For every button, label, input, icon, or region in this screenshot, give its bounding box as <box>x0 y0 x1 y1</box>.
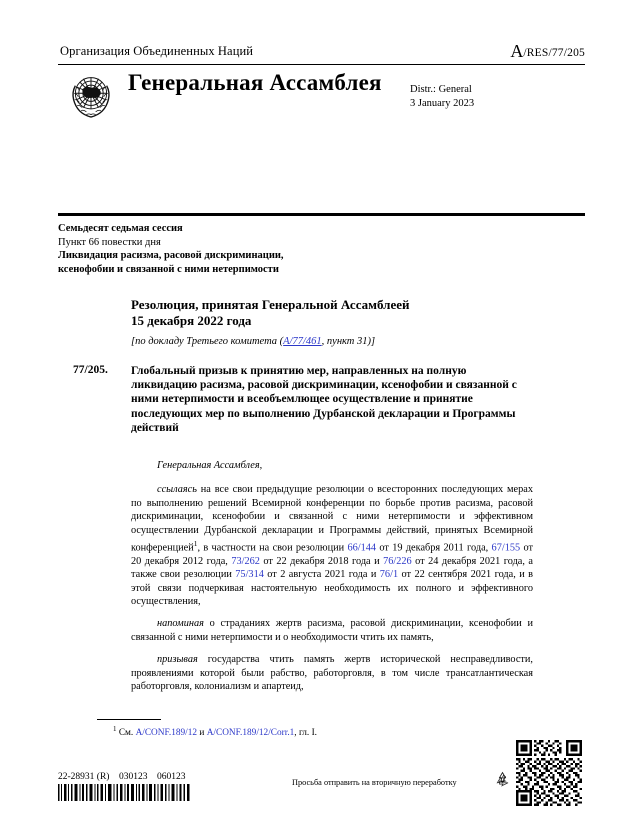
para3-text: государства чтить память жертв исторической несправедливости, проявлениями которой были рабство, работорговля, в том числе трансатлантическая работорговля, колониализм и апартеид, <box>131 654 533 693</box>
body-name-title: Генеральная Ассамблея <box>128 70 382 95</box>
section-divider <box>58 213 585 216</box>
resolution-title: Глобальный призыв к принятию мер, направленных на полную ликвидацию расизма, расовой дискриминации, ксенофобии и связанной с ними нетерпимости и всеобъемлющее осуществление и принятие последующих мер по выполнению Дурбанской декларации и Программы действий <box>131 365 517 434</box>
resolution-number: 77/205. <box>73 364 108 376</box>
report-reference <box>131 336 375 347</box>
preamble-paragraph-3 <box>131 653 533 693</box>
para2-text: о страданиях жертв расизма, расовой дискриминации, ксенофобии и связанной с ними нетерпимости и о необходимости чтить их память, <box>131 618 533 643</box>
footnote-divider <box>97 719 161 720</box>
preamble-paragraph-2 <box>131 617 533 644</box>
report-reference-suffix: , пункт 31)] <box>321 336 376 347</box>
footnote-suffix: , гл. I. <box>294 728 317 739</box>
organization-name: Организация Объединенных Наций <box>60 44 254 58</box>
agenda-title-line2: ксенофобии и связанной с ними нетерпимости <box>58 263 279 275</box>
resolution-link-76-1[interactable]: 76/1 <box>379 569 399 581</box>
footnote-middle: и <box>197 728 207 739</box>
resolution-heading-line1: Резолюция, принятая Генеральной Ассамблеей <box>131 297 410 312</box>
footnote-link-conf-189-12[interactable]: A/CONF.189/12 <box>135 728 198 739</box>
report-reference-link[interactable]: A/77/461 <box>283 336 322 347</box>
resolution-link-75-314[interactable]: 75/314 <box>235 569 264 581</box>
report-reference-prefix: [по докладу Третьего комитета ( <box>131 336 284 347</box>
para1-text-1: на все свои предыдущие резолюции о всесторонних последующих мерах по выполнению решений Всемирной конференции по борьбе против расизма, расовой дискриминации, ксенофобии и связанной с ними нетерпимости и эффективном осуществлении Дурбанской декларации и Программы действий, принятых Всемирной конференцией <box>131 484 533 554</box>
resolution-link-76-226[interactable]: 76/226 <box>383 555 412 567</box>
document-date: 3 January 2023 <box>410 98 475 109</box>
job-number: 22-28931 (R) 030123 060123 <box>58 772 186 782</box>
recycle-notice: Просьба отправить на вторичную переработку <box>292 778 457 787</box>
session-number: Семьдесят седьмая сессия <box>58 223 183 234</box>
addressee-line: Генеральная Ассамблея, <box>157 460 263 471</box>
barcode-image <box>58 784 191 801</box>
resolution-heading <box>131 297 410 329</box>
para1-text-6: от 24 декабря 2021 года, а также свои резолюции <box>131 555 533 581</box>
qr-code-image <box>516 740 582 806</box>
un-emblem-icon <box>62 66 120 124</box>
resolution-link-66-144[interactable]: 66/144 <box>347 542 377 554</box>
document-symbol-prefix: A <box>510 41 524 61</box>
footnote <box>113 725 317 738</box>
document-symbol-rest: /RES/77/205 <box>523 47 585 59</box>
footnote-marker-1: 1 <box>193 539 198 549</box>
footnote-link-conf-189-12-corr1[interactable]: A/CONF.189/12/Corr.1 <box>206 728 295 739</box>
para1-text-4: от 20 декабря 2012 года, <box>131 542 533 567</box>
resolution-link-73-262[interactable]: 73/262 <box>231 555 260 567</box>
para1-text-3: от 19 декабря 2011 года, <box>376 542 492 554</box>
session-block <box>58 222 478 276</box>
agenda-item: Пункт 66 повестки дня <box>58 236 161 248</box>
para1-text-2: , в частности на свои резолюции <box>197 542 348 554</box>
footnote-prefix: См. <box>118 728 136 739</box>
agenda-title-line1: Ликвидация расизма, расовой дискриминации, <box>58 250 284 261</box>
distribution-block <box>410 83 474 111</box>
resolution-heading-line2: 15 декабря 2022 года <box>131 313 252 328</box>
para1-text-8: от 22 сентября 2021 года, и в этой связи подчеркивая настоятельную необходимость их полного и эффективного осуществления, <box>131 569 534 608</box>
para1-lead: ссылаясь <box>157 484 197 496</box>
resolution-link-67-155[interactable]: 67/155 <box>491 542 521 554</box>
distribution-type: Distr.: General <box>410 84 472 95</box>
para1-text-7: от 2 августа 2021 года и <box>263 569 380 581</box>
resolution-body <box>131 459 533 703</box>
preamble-paragraph-1 <box>131 483 533 608</box>
para3-lead: призывая <box>157 654 198 666</box>
para1-text-5: от 22 декабря 2018 года и <box>259 555 384 567</box>
recycle-icon <box>494 770 511 787</box>
para2-lead: напоминая <box>157 618 204 630</box>
header-divider <box>58 64 585 65</box>
document-symbol <box>510 41 585 62</box>
footnote-number: 1 <box>113 725 117 733</box>
